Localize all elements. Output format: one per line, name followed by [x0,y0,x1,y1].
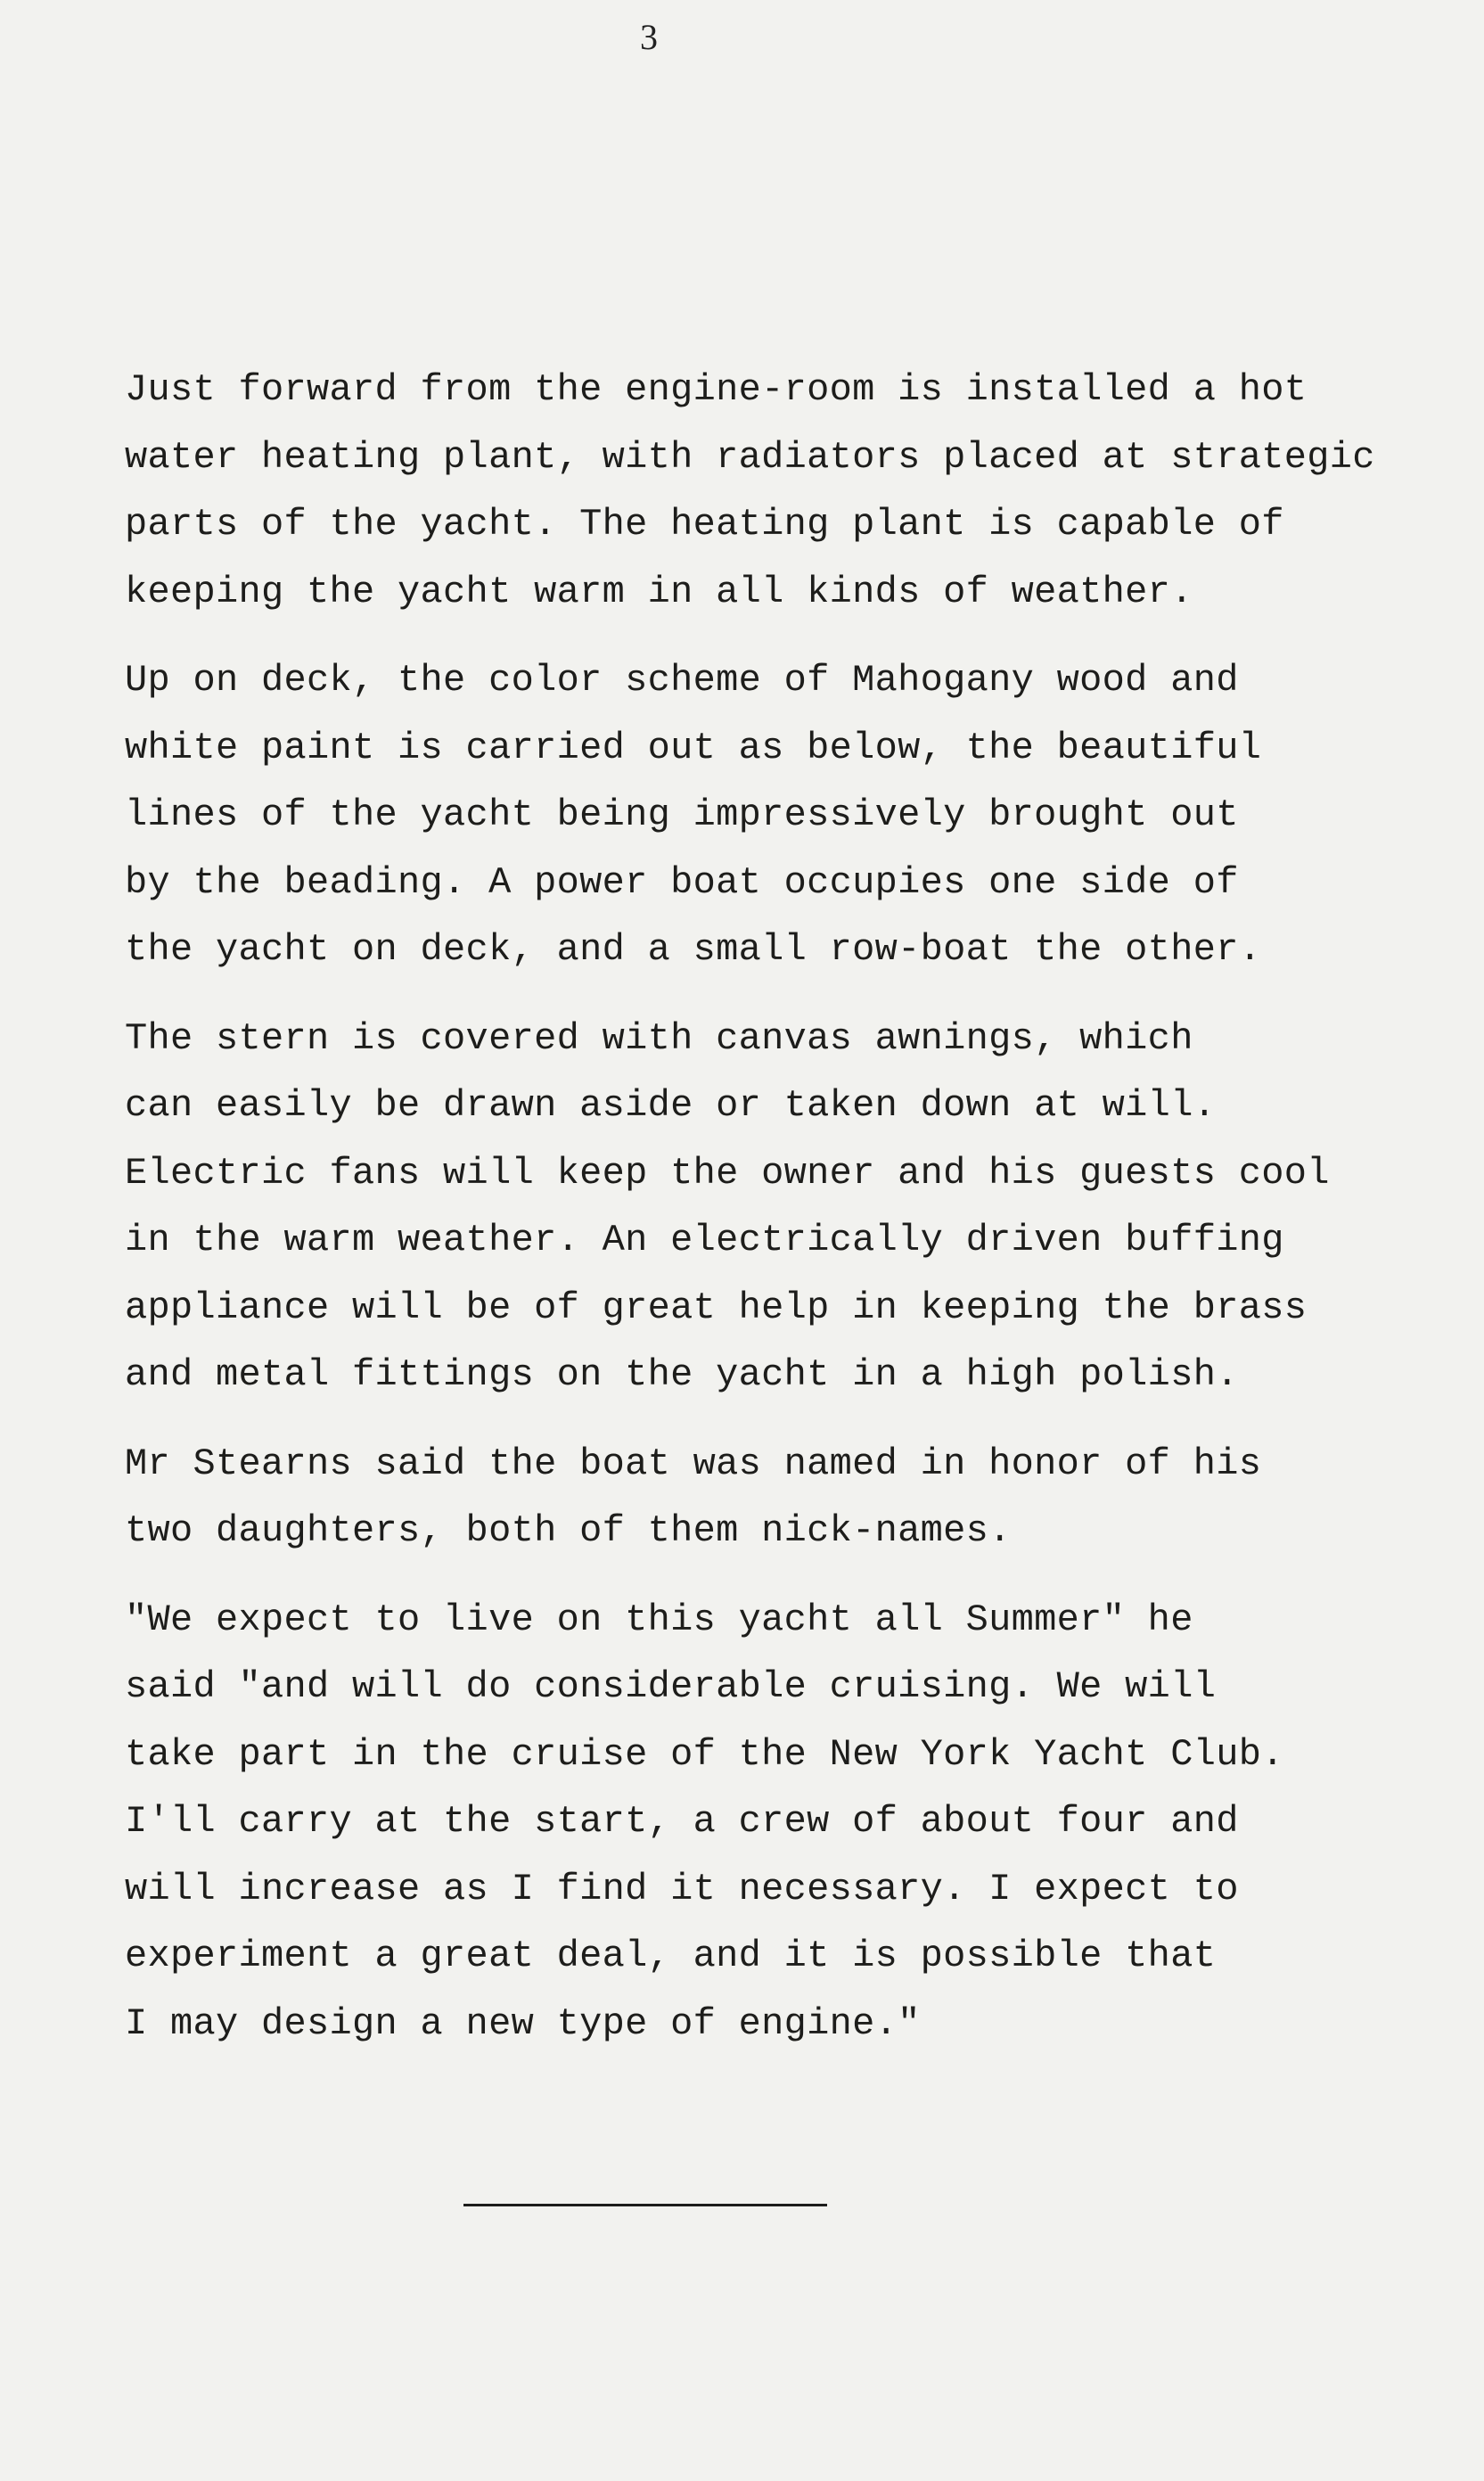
text-line: Just forward from the engine-room is installed a hot [125,368,1308,411]
text-line: lines of the yacht being impressively brought out [125,793,1239,836]
text-line: Mr Stearns said the boat was named in honor of his [125,1442,1262,1485]
text-line: I may design a new type of engine." [125,2001,921,2045]
text-line: white paint is carried out as below, the beautiful [125,726,1262,769]
paragraph-stern [125,1006,1462,1409]
text-line: said "and will do considerable cruising. We will [125,1665,1217,1708]
text-line: experiment a great deal, and it is possible that [125,1935,1217,1977]
text-line: water heating plant, with radiators placed at strategic [125,435,1375,479]
paragraph-heating-plant [125,357,1462,626]
text-line: in the warm weather. An electrically driven buffing [125,1219,1284,1261]
text-line: I'll carry at the start, a crew of about four and [125,1800,1239,1843]
paragraph-quote [125,1587,1462,2058]
text-line: keeping the yacht warm in all kinds of weather. [125,570,1193,613]
text-line: Up on deck, the color scheme of Mahogany wood and [125,659,1239,702]
text-line: two daughters, both of them nick-names. [125,1509,1012,1552]
text-line: the yacht on deck, and a small row-boat the other. [125,928,1262,971]
text-line: by the beading. A power boat occupies one side of [125,860,1239,904]
text-line: The stern is covered with canvas awnings, which [125,1016,1193,1060]
text-line: parts of the yacht. The heating plant is capable of [125,503,1284,546]
text-line: and metal fittings on the yacht in a high polish. [125,1353,1239,1396]
end-rule [463,2204,827,2206]
text-line: will increase as I find it necessary. I expect to [125,1867,1239,1910]
paragraph-boat-name [125,1431,1462,1565]
text-line: can easily be drawn aside or taken down at will. [125,1084,1217,1127]
text-line: take part in the cruise of the New York Yacht Club. [125,1732,1284,1776]
text-line: Electric fans will keep the owner and his guests cool [125,1151,1330,1195]
body-text [125,357,1462,2079]
page-number: 3 [640,17,658,57]
text-line: "We expect to live on this yacht all Summer" he [125,1598,1193,1641]
paragraph-deck [125,647,1462,984]
text-line: appliance will be of great help in keeping the brass [125,1286,1308,1329]
